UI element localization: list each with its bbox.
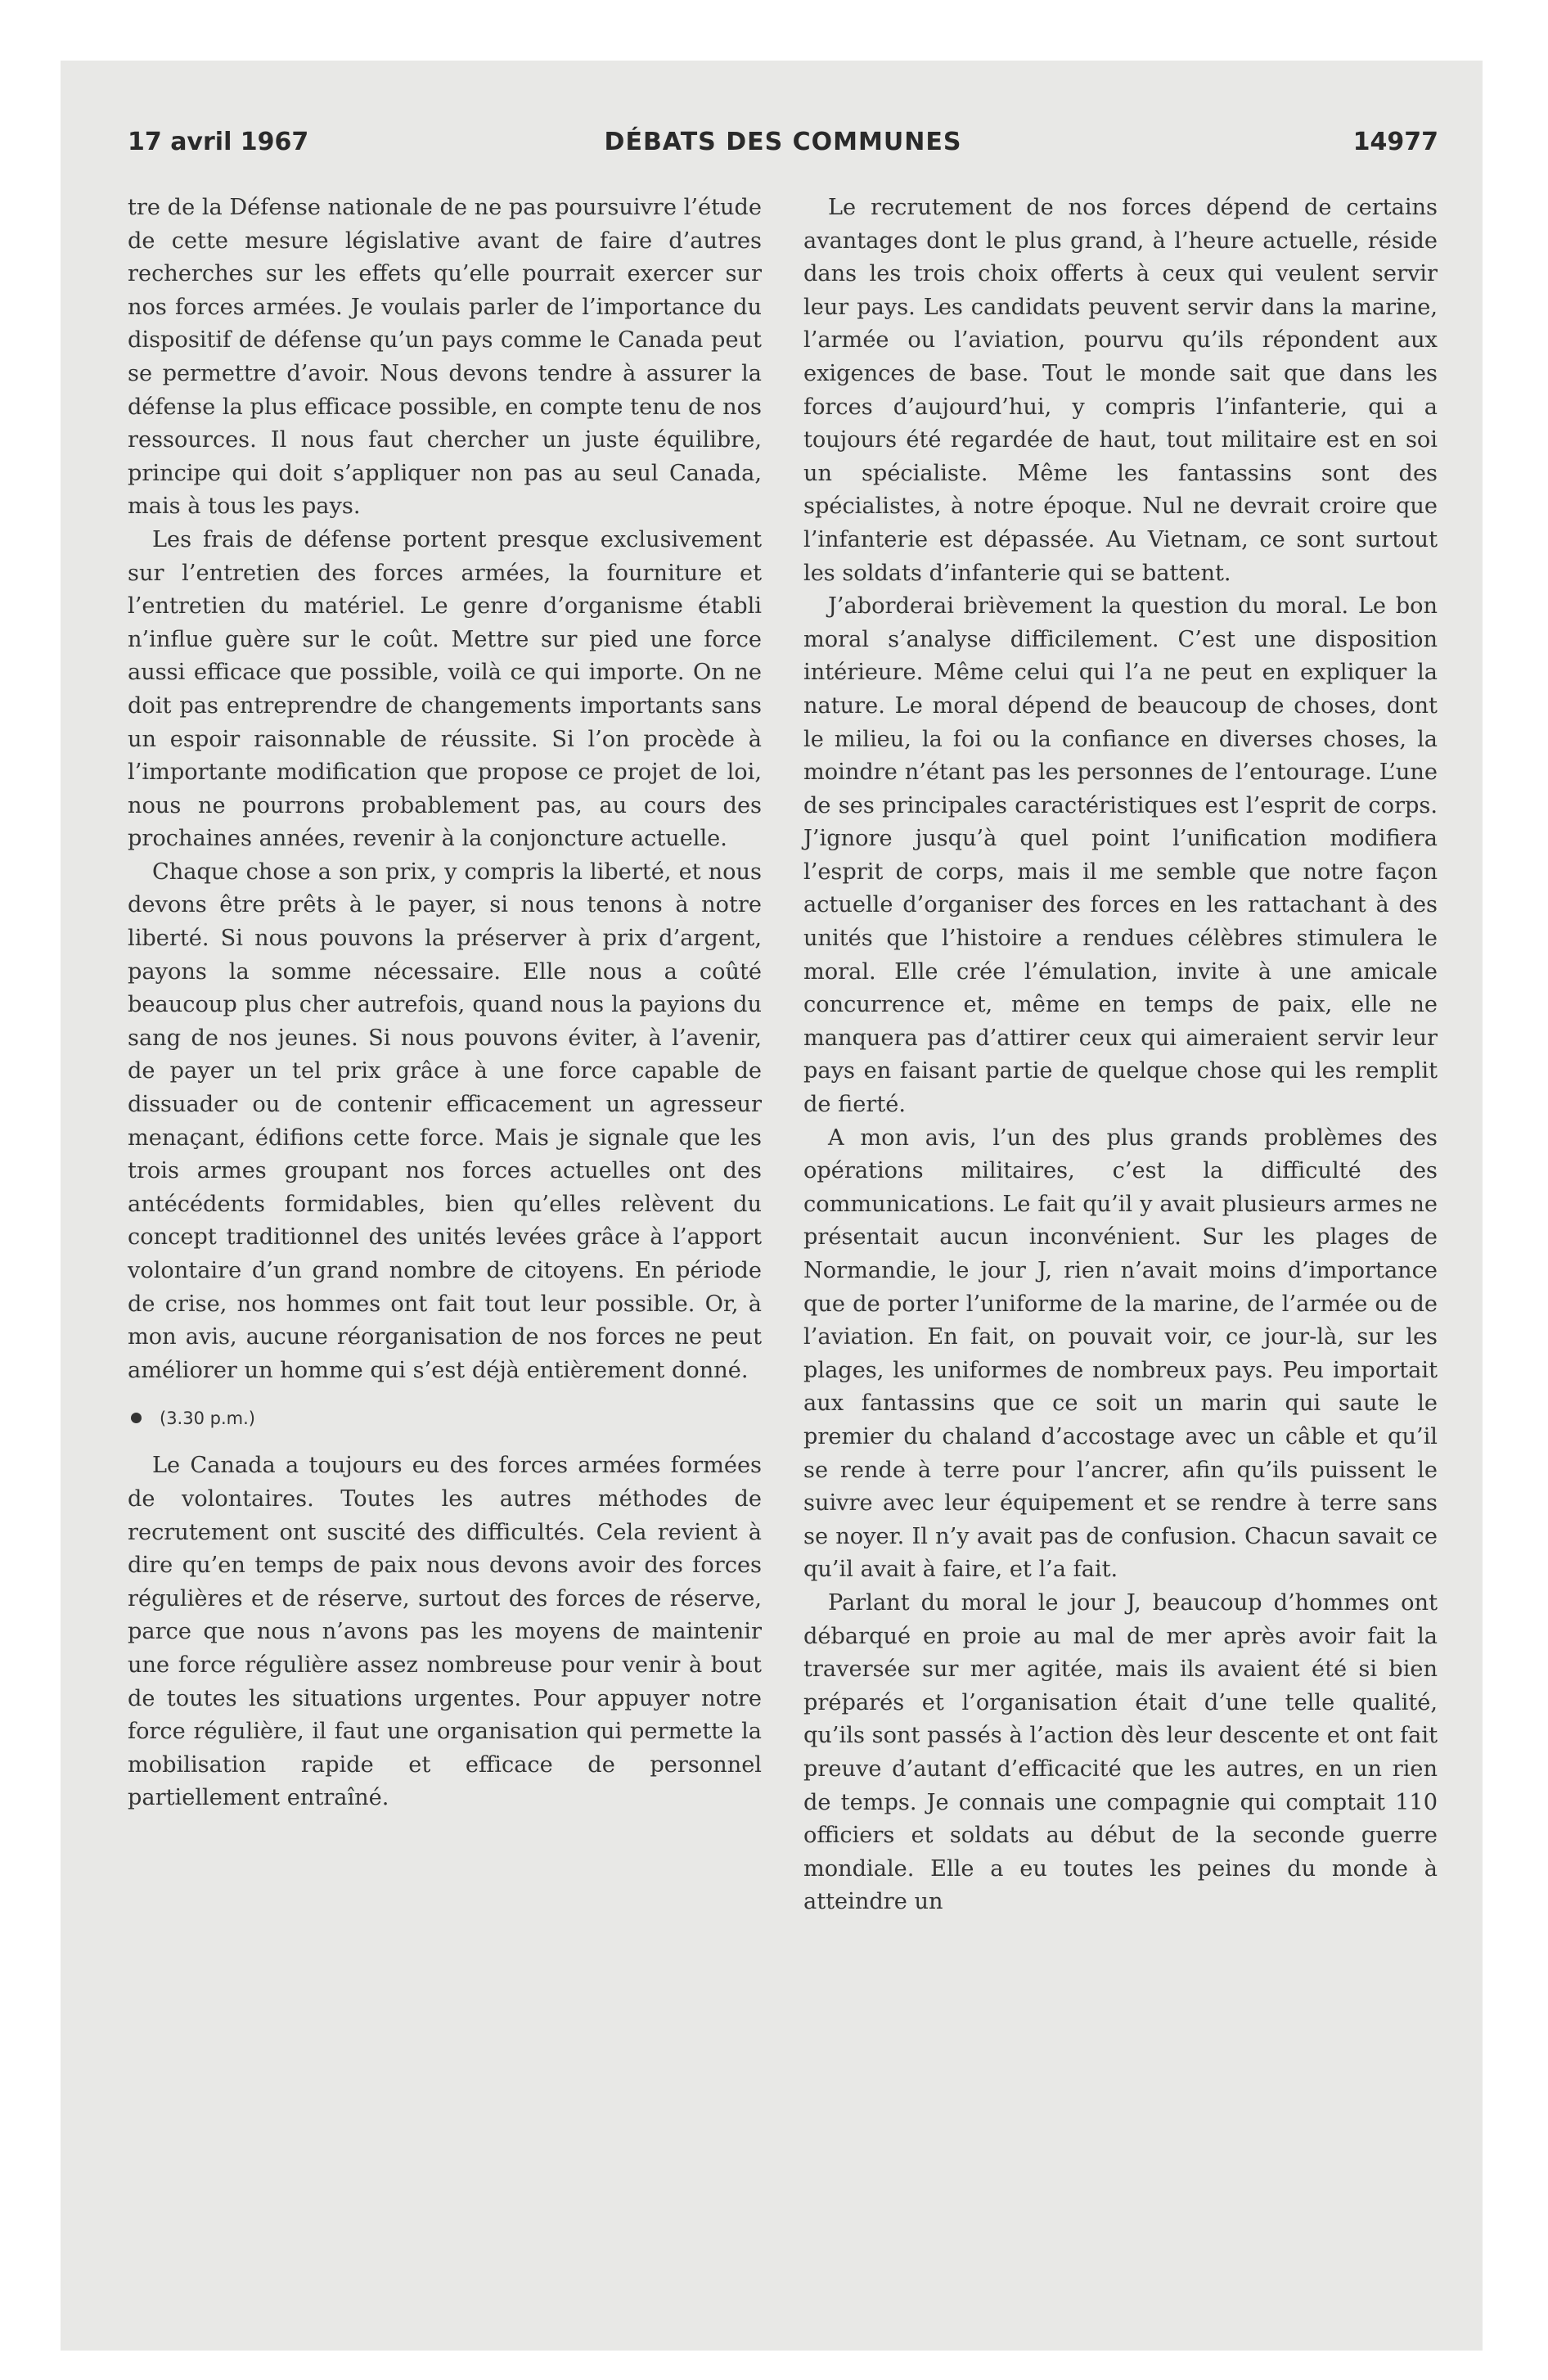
bullet-icon (131, 1413, 142, 1423)
paragraph: Le recrutement de nos forces dépend de certains avantages dont le plus grand, à l’heure actuelle, réside dans les trois choix offerts à ceux qui veulent servir leur pays. Les candidats peuvent servir dans la marine, l’armée ou l’aviation, pourvu qu’ils répondent aux exigences de base. Tout le monde sait que dans les forces d’aujourd’hui, y compris l’infanterie, qui a toujours été regardée de haut, tout militaire est en soi un spécialiste. Même les fantassins sont des spécialistes, à notre époque. Nul ne devrait croire que l’infanterie est dépassée. Au Vietnam, ce sont surtout les soldats d’infanterie qui se battent. (803, 195, 1438, 586)
page-header (128, 128, 1438, 169)
paragraph: Parlant du moral le jour J, beaucoup d’hommes ont débarqué en proie au mal de mer après avoir fait la traversée sur mer agitée, mais ils avaient été si bien préparés et l’organisation était d’une telle qualité, qu’ils sont passés à l’action dès leur descente et ont fait preuve d’autant d’efficacité que les autres, en un rien de temps. Je connais une compagnie qui comptait 110 officiers et soldats au début de la seconde guerre mondiale. Elle a eu toutes les peines du monde à atteindre un (803, 1589, 1438, 1915)
paragraph: Chaque chose a son prix, y compris la liberté, et nous devons être prêts à le payer, si nous tenons à notre liberté. Si nous pouvons la préserver à prix d’argent, payons la somme nécessaire. Elle nous a coûté beaucoup plus cher autrefois, quand nous la payions du sang de nos jeunes. Si nous pouvons éviter, à l’avenir, de payer un tel prix grâce à une force capable de dissuader ou de contenir efficacement un agresseur menaçant, édifions cette force. Mais je signale que les trois armes groupant nos forces actuelles ont des antécédents formidables, bien qu’elles relèvent du concept traditionnel des unités levées grâce à l’apport volontaire d’un grand nombre de citoyens. En période de crise, nos hommes ont fait tout leur possible. Or, à mon avis, aucune réorganisation de nos forces ne peut améliorer un homme qui s’est déjà entièrement donné. (128, 859, 762, 1383)
header-page-number: 14977 (1352, 128, 1438, 156)
paragraph: tre de la Défense nationale de ne pas poursuivre l’étude de cette mesure législative avant de faire d’autres recherches sur les effets qu’elle pourrait exercer sur nos forces armées. Je voulais parler de l’importance du dispositif de défense qu’un pays comme le Canada peut se permettre d’avoir. Nous devons tendre à assurer la défense la plus efficace possible, en compte tenu de nos ressources. Il nous faut chercher un juste équilibre, principe qui doit s’appliquer non pas au seul Canada, mais à tous les pays. (128, 195, 762, 520)
left-column (128, 192, 762, 1815)
scanned-page (61, 61, 1483, 2351)
time-marker-text: (3.30 p.m.) (160, 1409, 255, 1429)
paragraph: J’aborderai brièvement la question du moral. Le bon moral s’analyse difficilement. C’est une disposition intérieure. Même celui qui l’a ne peut en expliquer la nature. Le moral dépend de beaucoup de choses, dont le milieu, la foi ou la confiance en diverses choses, la moindre n’étant pas les personnes de l’entourage. L’une de ses principales caractéristiques est l’esprit de corps. J’ignore jusqu’à quel point l’unification modifiera l’esprit de corps, mais il me semble que notre façon actuelle d’organiser des forces en les rattachant à des unités que l’histoire a rendues célèbres stimulera le moral. Elle crée l’émulation, invite à une amicale concurrence et, même en temps de paix, elle ne manquera pas d’attirer ceux qui aimeraient servir leur pays en faisant partie de quelque chose qui les remplit de fierté. (803, 593, 1438, 1118)
header-date: 17 avril 1967 (128, 128, 309, 156)
header-title: DÉBATS DES COMMUNES (604, 128, 962, 156)
paragraph: A mon avis, l’un des plus grands problèmes des opérations militaires, c’est la difficulté des communications. Le fait qu’il y avait plusieurs armes ne présentait aucun inconvénient. Sur les plages de Normandie, le jour J, rien n’avait moins d’importance que de porter l’uniforme de la marine, de l’armée ou de l’aviation. En fait, on pouvait voir, ce jour-là, sur les plages, les uniformes de nombreux pays. Peu importait aux fantassins que ce soit un marin qui saute le premier du chaland d’accostage avec un câble et qu’il se rende à terre pour l’ancrer, afin qu’ils puissent le suivre avec leur équipement et se rendre à terre sans se noyer. Il n’y avait pas de confusion. Chacun savait ce qu’il avait à faire, et l’a fait. (803, 1125, 1438, 1583)
time-marker (128, 1405, 762, 1431)
right-column (803, 192, 1438, 1919)
paragraph: Les frais de défense portent presque exclusivement sur l’entretien des forces armées, la fourniture et l’entretien du matériel. Le genre d’organisme établi n’influe guère sur le coût. Mettre sur pied une force aussi efficace que possible, voilà ce qui importe. On ne doit pas entreprendre de changements importants sans un espoir raisonnable de réussite. Si l’on procède à l’importante modification que propose ce projet de loi, nous ne pourrons probablement pas, au cours des prochaines années, revenir à la conjoncture actuelle. (128, 526, 762, 852)
paragraph: Le Canada a toujours eu des forces armées formées de volontaires. Toutes les autres méthodes de recrutement ont suscité des difficultés. Cela revient à dire qu’en temps de paix nous devons avoir des forces régulières et de réserve, surtout des forces de réserve, parce que nous n’avons pas les moyens de maintenir une force régulière assez nombreuse pour venir à bout de toutes les situations urgentes. Pour appuyer notre force régulière, il faut une organisation qui permette la mobilisation rapide et efficace de personnel partiellement entraîné. (128, 1453, 762, 1811)
